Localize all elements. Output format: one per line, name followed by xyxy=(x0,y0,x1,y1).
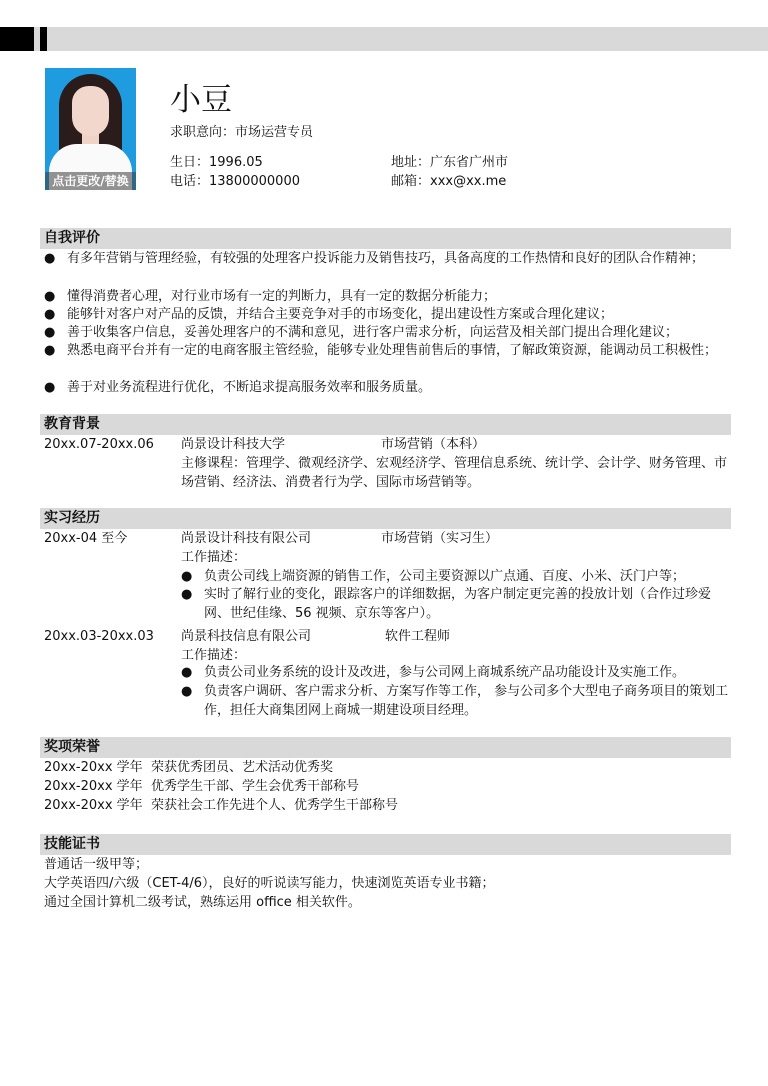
job-desc-label: 工作描述： xyxy=(181,648,247,663)
list-item-text: 负责客户调研、客户需求分析、方案写作等工作， 参与公司多个大型电子商务项目的策划工作，担任大商集团网上商城一期建设项目经理。 xyxy=(204,684,729,718)
list-item xyxy=(44,305,730,324)
list-item xyxy=(44,323,730,342)
list-item xyxy=(181,682,729,720)
section-title: 教育背景 xyxy=(44,416,100,432)
bullet-icon: ● xyxy=(44,380,56,395)
section-header-awards xyxy=(40,737,731,758)
job-intent: 求职意向：市场运营专员 xyxy=(170,125,314,140)
award-item: 20xx-20xx 学年 荣获社会工作先进个人、优秀学生干部称号 xyxy=(44,798,398,813)
section-header-internship xyxy=(40,508,731,529)
skill-item: 大学英语四/六级（CET-4/6），良好的听说读写能力，快速浏览英语专业书籍； xyxy=(44,876,495,891)
list-item-text: 负责公司业务系统的设计及改进，参与公司网上商城系统产品功能设计及实施工作。 xyxy=(204,665,686,680)
job-desc-label: 工作描述： xyxy=(181,550,247,565)
list-item-text: 能够针对客户对产品的反馈，并结合主要竞争对手的市场变化，提出建设性方案或合理化建议； xyxy=(67,307,614,322)
list-item-text: 实时了解行业的变化，跟踪客户的详细数据，为客户制定更完善的投放计划（合作过珍爱网、世纪佳缘、56 视频、京东等客户）。 xyxy=(204,587,712,621)
section-title: 实习经历 xyxy=(44,510,100,526)
list-item-text: 懂得消费者心理，对行业市场有一定的判断力，具有一定的数据分析能力； xyxy=(67,289,497,304)
list-item-text: 熟悉电商平台并有一定的电商客服主管经验，能够专业处理售前售后的事情，了解政策资源，能调动员工积极性； xyxy=(67,343,718,358)
address: 地址：广东省广州市 xyxy=(391,155,509,170)
bullet-icon: ● xyxy=(181,587,193,602)
bullet-icon: ● xyxy=(44,343,56,358)
section-title: 奖项荣誉 xyxy=(44,739,100,755)
list-item-text: 有多年营销与管理经验，有较强的处理客户投诉能力及销售技巧，具备高度的工作热情和良好的团队合作精神； xyxy=(67,251,705,266)
job-role: 软件工程师 xyxy=(385,629,451,644)
section-header-education xyxy=(40,414,731,435)
section-header-self-eval xyxy=(40,228,731,249)
section-title: 自我评价 xyxy=(44,230,100,246)
list-item xyxy=(44,287,730,306)
job-role: 市场营销（实习生） xyxy=(381,531,499,546)
job-period: 20xx.03-20xx.03 xyxy=(44,629,154,644)
photo-change-caption[interactable]: 点击更改/替换 xyxy=(45,172,136,190)
section-header-skills xyxy=(40,834,731,855)
education-courses: 主修课程：管理学、微观经济学、宏观经济学、管理信息系统、统计学、会计学、财务管理、市场营销、经济法、消费者行为学、国际市场营销等。 xyxy=(181,456,728,490)
candidate-name: 小豆 xyxy=(170,82,232,118)
list-item xyxy=(44,249,730,287)
email: 邮箱：xxx@xx.me xyxy=(391,174,507,189)
top-bar-block xyxy=(0,27,34,51)
list-item xyxy=(44,341,730,379)
skill-item: 普通话一级甲等； xyxy=(44,857,149,872)
phone: 电话：13800000000 xyxy=(170,174,300,189)
skill-item: 通过全国计算机二级考试，熟练运用 office 相关软件。 xyxy=(44,895,361,910)
bullet-icon: ● xyxy=(181,684,193,699)
award-item: 20xx-20xx 学年 优秀学生干部、学生会优秀干部称号 xyxy=(44,779,359,794)
bullet-icon: ● xyxy=(44,251,56,266)
top-bar-stripe xyxy=(40,27,47,51)
photo-face xyxy=(72,86,109,136)
list-item-text: 善于对业务流程进行优化，不断追求提高服务效率和服务质量。 xyxy=(67,380,432,395)
award-item: 20xx-20xx 学年 荣获优秀团员、艺术活动优秀奖 xyxy=(44,760,333,775)
job-period: 20xx-04 至今 xyxy=(44,531,128,546)
list-item xyxy=(181,567,729,586)
bullet-icon: ● xyxy=(44,325,56,340)
job-company: 尚景科技信息有限公司 xyxy=(181,629,312,644)
bullet-icon: ● xyxy=(44,289,56,304)
top-decoration-bar xyxy=(0,27,768,51)
list-item xyxy=(44,378,730,397)
education-major: 市场营销（本科） xyxy=(381,437,486,452)
education-period: 20xx.07-20xx.06 xyxy=(44,437,154,452)
list-item xyxy=(181,663,729,682)
bullet-icon: ● xyxy=(44,307,56,322)
bullet-icon: ● xyxy=(181,665,193,680)
list-item-text: 负责公司线上端资源的销售工作，公司主要资源以广点通、百度、小米、沃门户等； xyxy=(204,569,686,584)
list-item xyxy=(181,585,729,623)
profile-photo[interactable] xyxy=(45,68,136,190)
list-item-text: 善于收集客户信息，妥善处理客户的不满和意见，进行客户需求分析，向运营及相关部门提出合理化建议； xyxy=(67,325,679,340)
education-school: 尚景设计科技大学 xyxy=(181,437,286,452)
bullet-icon: ● xyxy=(181,569,193,584)
section-title: 技能证书 xyxy=(44,836,100,852)
job-company: 尚景设计科技有限公司 xyxy=(181,531,312,546)
birth-date: 生日：1996.05 xyxy=(170,155,263,170)
